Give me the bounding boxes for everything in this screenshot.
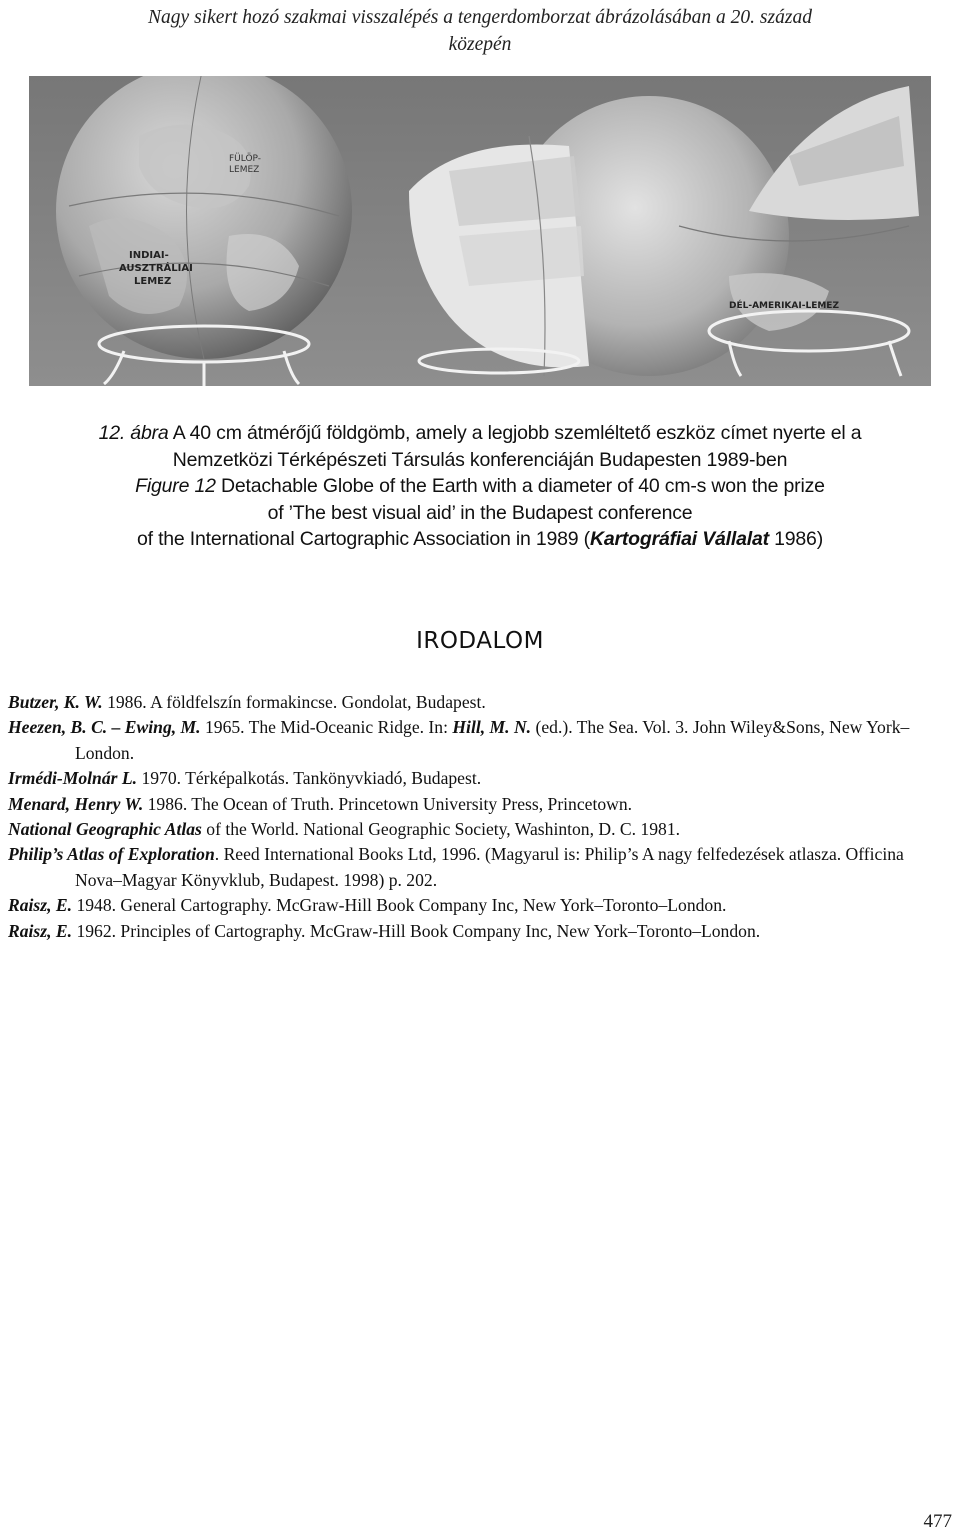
- running-header-line-1: Nagy sikert hozó szakmai visszalépés a tengerdomborzat ábrázolásában a 20. század: [148, 7, 812, 28]
- reference-title: Philip’s Atlas of Exploration: [8, 844, 215, 865]
- running-header: [20, 4, 940, 58]
- caption-hu-text: A 40 cm átmérőjű földgömb, amely a legjobb szemléltető eszköz címet nyerte el a: [168, 422, 862, 444]
- caption-source: Kartográfiai Vállalat: [589, 528, 769, 551]
- caption-hu-label: 12. ábra: [98, 422, 169, 444]
- reference-text: . Reed International Books Ltd, 1996. (Magyarul is: Philip’s A nagy felfedezések atlasza. Officina Nova–Magyar Könyvklub, Budapest. 1998) p. 202.: [75, 844, 904, 890]
- reference-item: [8, 715, 938, 766]
- caption-en-label: Figure 12: [135, 475, 216, 498]
- reference-item: [8, 919, 938, 944]
- globe-label: LEMEZ: [134, 276, 172, 287]
- reference-author: Raisz, E.: [8, 895, 73, 916]
- reference-text: 1986. The Ocean of Truth. Princetown University Press, Princetown.: [143, 793, 633, 814]
- reference-author: Raisz, E.: [8, 920, 73, 941]
- caption-en-text: Detachable Globe of the Earth with a diameter of 40 cm-s won the prize: [215, 475, 825, 498]
- reference-item: [8, 792, 938, 817]
- caption-text: 1986): [768, 528, 823, 551]
- reference-text: 1948. General Cartography. McGraw-Hill Book Company Inc, New York–Toronto–London.: [72, 895, 727, 916]
- caption-hu-line-2: Nemzetközi Térképészeti Társulás konferenciáján Budapesten 1989-ben: [172, 448, 788, 471]
- whole-globe: [56, 76, 352, 386]
- reference-text: 1986. A földfelszín formakincse. Gondolat, Budapest.: [102, 692, 486, 712]
- caption-en: [20, 473, 940, 500]
- figure-caption: [20, 420, 940, 553]
- globe-photograph: [29, 76, 931, 386]
- globe-label: LEMEZ: [229, 165, 260, 175]
- reference-author: Butzer, K. W.: [8, 692, 103, 712]
- reference-text: (ed.). The Sea. Vol. 3. John Wiley&Sons, New York–London.: [75, 717, 910, 763]
- reference-author: Irmédi-Molnár L.: [8, 768, 138, 789]
- reference-list: [8, 690, 938, 944]
- globe-label: FÜLÖP-: [229, 154, 262, 164]
- section-title: IRODALOM: [416, 628, 544, 654]
- reference-item: [8, 817, 938, 842]
- reference-text: of the World. National Geographic Society, Washinton, D. C. 1981.: [201, 819, 681, 840]
- reference-author: Menard, Henry W.: [8, 793, 144, 814]
- reference-item: [8, 842, 938, 893]
- reference-text: 1965. The Mid-Oceanic Ridge. In:: [200, 717, 453, 738]
- page-number: 477: [923, 1511, 952, 1532]
- caption-en-line-3: [20, 526, 940, 553]
- reference-item: [8, 690, 938, 715]
- reference-author: Heezen, B. C. – Ewing, M.: [8, 717, 201, 738]
- reference-item: [8, 893, 938, 918]
- caption-text: of the International Cartographic Association in 1989 (: [136, 528, 590, 551]
- caption-en-line-2: of ’The best visual aid’ in the Budapest conference: [267, 501, 693, 524]
- reference-editor: Hill, M. N.: [452, 717, 532, 738]
- reference-title: National Geographic Atlas: [8, 819, 202, 840]
- reference-text: 1962. Principles of Cartography. McGraw-Hill Book Company Inc, New York–Toronto–London.: [72, 920, 761, 941]
- globe-label: DÉL-AMERIKAI-LEMEZ: [729, 301, 839, 311]
- caption-hu: [20, 420, 940, 447]
- reference-text: 1970. Térképalkotás. Tankönyvkiadó, Budapest.: [137, 768, 482, 789]
- reference-item: [8, 766, 938, 791]
- globe-label: AUSZTRÁLIAI: [119, 263, 193, 274]
- globe-label: INDIAI-: [129, 250, 169, 261]
- running-header-line-2: közepén: [448, 34, 512, 55]
